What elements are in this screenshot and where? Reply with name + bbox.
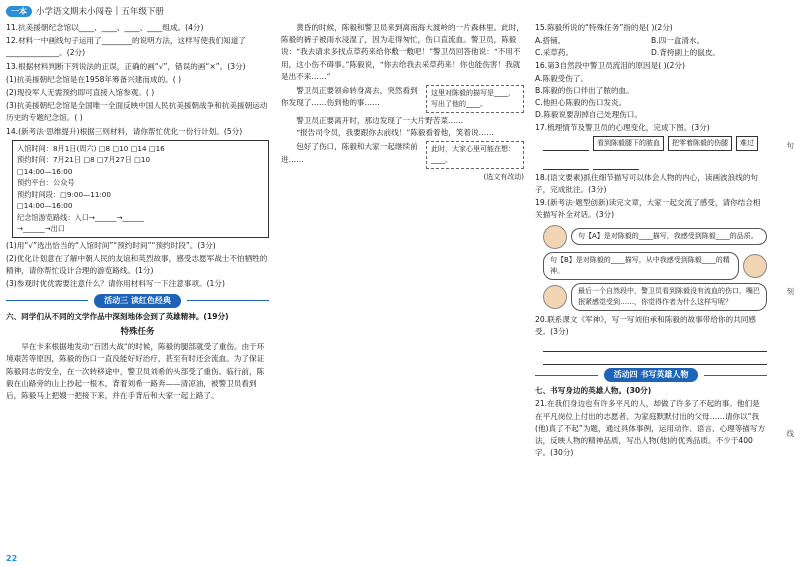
annotation-box-2: 此时，大家心里可能在想：____。 — [426, 141, 524, 169]
story-continued — [281, 22, 524, 169]
form-row: □14:00—16:00 — [17, 201, 73, 211]
question-13: 13.根据材料判断下列说法的正误，正确的画“√”，错误的画“×”。(3分) — [6, 61, 246, 71]
section-7-heading: 七、书写身边的英雄人物。(30分) — [535, 386, 652, 396]
form-row: →______→出口 — [17, 224, 65, 234]
question-15: 15.陈毅所说的“特殊任务”指的是( )(2分) — [535, 23, 673, 32]
column-middle — [281, 22, 524, 184]
section-6-heading: 六、同学们从不同的文学作品中深刻地体会到了英雄精神。(19分) — [6, 311, 229, 321]
banner-rule — [6, 300, 88, 301]
flow-step: 看到陈毅腿下的脓血 — [593, 136, 664, 151]
question-13-c: (3)抗美援朝纪念馆是全国唯一全面反映中国人民抗美援朝战争和抗美援朝运动历史的专题纪念馆。( ) — [6, 101, 268, 123]
question-14-1: (1)用“√”选出恰当的“入馆时间”“预约时间”“预约时段”。(3分) — [6, 240, 216, 250]
activity-4-title: 活动四 书写英雄人物 — [604, 368, 699, 382]
page-number: 22 — [6, 554, 18, 563]
option-d: D.背挎副上的鼠皮。 — [651, 48, 721, 58]
speech-bubble: 句【B】是对陈毅的____描写，从中我感受到陈毅____的精神。 — [543, 252, 739, 280]
story-paragraph: 包好了伤口，陈毅和大家一起继续前进…… — [281, 142, 418, 164]
avatar — [743, 254, 767, 278]
column-right — [535, 22, 767, 460]
question-18: 18.(语文要素)抓住细节描写可以体会人物的内心，读画波浪线的句子，完成批注。(3分) — [535, 172, 759, 195]
story-paragraph: 警卫员正要离开时，那边发现了一大片野苦菜…… — [296, 116, 464, 126]
form-row: 预约时间段：□9:00—11:00 — [17, 189, 111, 199]
option-c: C.采草药。 — [535, 48, 574, 58]
speech-bubble: 句【A】是对陈毅的____描写，我感受到陈毅____的品质。 — [571, 228, 767, 245]
dialogue-1 — [543, 225, 767, 249]
header-divider: | — [115, 6, 119, 16]
flow-blank — [543, 155, 589, 170]
question-16: 16.第3自然段中警卫员流泪的原因是( )(2分) — [535, 60, 685, 70]
activity-3-title: 活动三 读红色经典 — [94, 294, 181, 308]
option-b: B.四一盒清水。 — [651, 36, 705, 46]
form-row: 纪念馆游览路线：入口→______→______ — [17, 212, 145, 222]
banner-rule — [535, 375, 598, 376]
plot-flowchart — [543, 136, 767, 170]
visit-plan-form — [12, 140, 269, 238]
option-d: D.陈毅说要刮掉自己处理伤口。 — [535, 110, 642, 120]
cut-mark: 句 — [786, 141, 794, 150]
speech-bubble: 最后一个自然段中，警卫员看到陈毅没有流血的伤口，嘴巴抿紧感觉受到……，你觉得作者为什么这样写呢？ — [571, 283, 767, 311]
question-20: 20.联系课文《军神》，写一写刘伯承和陈毅的故事带给你的共同感受。(3分) — [535, 314, 756, 336]
story-paragraph: 早在卡来根据地发动“百团大战”的时候，陈毅的腿部就受了重伤。由于环境艰苦等原因，陈毅的伤口一直没能好好治疗，甚至有时还会流血。为了保证陈毅同志的安全，在一次转移途中，警卫员刘希的头部受了重伤。临行前，陈毅在山路旁的山上抄起一根木，背着刘希一路奔——清凉油，被警卫员看到后，陈毅马上把嫂一把接下来，并在手背后和大家一起上路了。 — [6, 342, 265, 401]
story-paragraph: 黄昏的时候，陈毅和警卫员来到离南海大渡岭的一片森林里。此时，陈毅的裤子被雨水浸湿了，因为走得匆忙，伤口直流血。警卫员，陈毅说：“我去请求多找点草药来给你敷一敷吧！”警卫员回答他说：“不用不用，这小伤不碍事。”陈毅说，“你去给我去采草药来！你也能伤害！我就是出不来……” — [281, 23, 524, 81]
form-row: 预约平台：公众号 — [17, 178, 75, 188]
dialogue-3 — [543, 283, 767, 311]
header — [6, 4, 164, 18]
cut-mark: 刻 — [786, 287, 794, 296]
activity-3-banner — [6, 294, 269, 308]
flow-blank — [593, 155, 639, 170]
question-19: 19.(新考法·题型创新)读完文章，大家一起交流了感受，请你结合相关描写补全对话。(3分) — [535, 198, 761, 220]
book-title: 小学语文期末小闯卷 — [36, 7, 113, 17]
annotation-box-1: 这里对陈毅的描写是____，写出了他的____。 — [426, 85, 524, 113]
question-11: 11.抗美援朝纪念馆以____、____、____、____组成。(4分) — [6, 23, 204, 32]
form-row: 预约时间：7月21日 □8 □7月27日 □10 — [17, 155, 151, 165]
column-left — [6, 22, 269, 402]
form-row: □14:00—16:00 — [17, 166, 73, 176]
question-14: 14.(新考法·思维提升)根据三则材料，请你帮忙优化一份行计划。(5分) — [6, 126, 243, 136]
option-a: A.搭铺。 — [535, 36, 566, 46]
story-paragraph: 警卫员正要领命转身离去，突然看到你发现了……伤到他的事…… — [281, 86, 418, 108]
answer-line — [543, 339, 767, 352]
cut-mark: 线 — [786, 429, 794, 438]
avatar — [543, 285, 567, 309]
story-paragraph: “报告司令员，我要跟你去前线！”陈毅看着他，笑着说…… — [296, 128, 494, 138]
option-c: C.他担心陈毅的伤口发炎。 — [535, 98, 627, 108]
option-a: A.陈毅受伤了。 — [535, 73, 589, 83]
option-b: B.陈毅的伤口伴出了脓的血。 — [535, 86, 634, 96]
question-14-2: (2)优化计划意在了解中朝人民的友谊和英烈故事，感受志愿军战士不怕牺牲的精神，请你帮忙设计合理的游览路线。(1分) — [6, 254, 268, 276]
flow-step: 难过 — [736, 136, 758, 151]
story-text — [6, 341, 269, 402]
answer-line — [543, 352, 767, 365]
flow-blank — [543, 136, 589, 151]
question-13-b: (2)现役军人无需预约即可直接入馆参观。( ) — [6, 88, 155, 98]
grade-label: 五年级下册 — [121, 7, 164, 17]
banner-rule — [704, 375, 767, 376]
brand-logo: 一本 — [6, 6, 32, 17]
banner-rule — [187, 300, 269, 301]
source-note: (选文有改动) — [483, 173, 524, 182]
question-21: 21.在我们身边也有许多平凡的人，却做了许多了不起的事。他们是在平凡岗位上付出的志愿者、为家庭默默付出的父母……请你以“我(他)真了不起”为题，通过具体事例，运用动作、语言、心理等描写方法，反映人物的精神品质，写出人物(他)的优秀品质。不少于400字。(30分) — [535, 399, 766, 458]
question-13-a: (1)抗美援朝纪念馆是在1958年筹备兴建而成的。( ) — [6, 74, 182, 84]
question-17: 17.梳理情节及警卫员的心理变化，完成下图。(3分) — [535, 122, 710, 132]
activity-4-banner — [535, 368, 767, 382]
form-row: 入馆时间：8月1日(周六) □8 □10 □14 □16 — [17, 143, 165, 153]
avatar — [543, 225, 567, 249]
flow-step: 把零着陈毅的伤腿 — [668, 136, 732, 151]
dialogue-2 — [543, 252, 767, 280]
story-title: 特殊任务 — [120, 327, 155, 338]
question-14-3: (3)参观时优优需要注意什么？请你用材料写一下注意事项。(1分) — [6, 279, 225, 289]
question-12: 12.材料一中画线句子运用了________的说明方法，这样写使我们知道了______________。(2分) — [6, 36, 246, 58]
